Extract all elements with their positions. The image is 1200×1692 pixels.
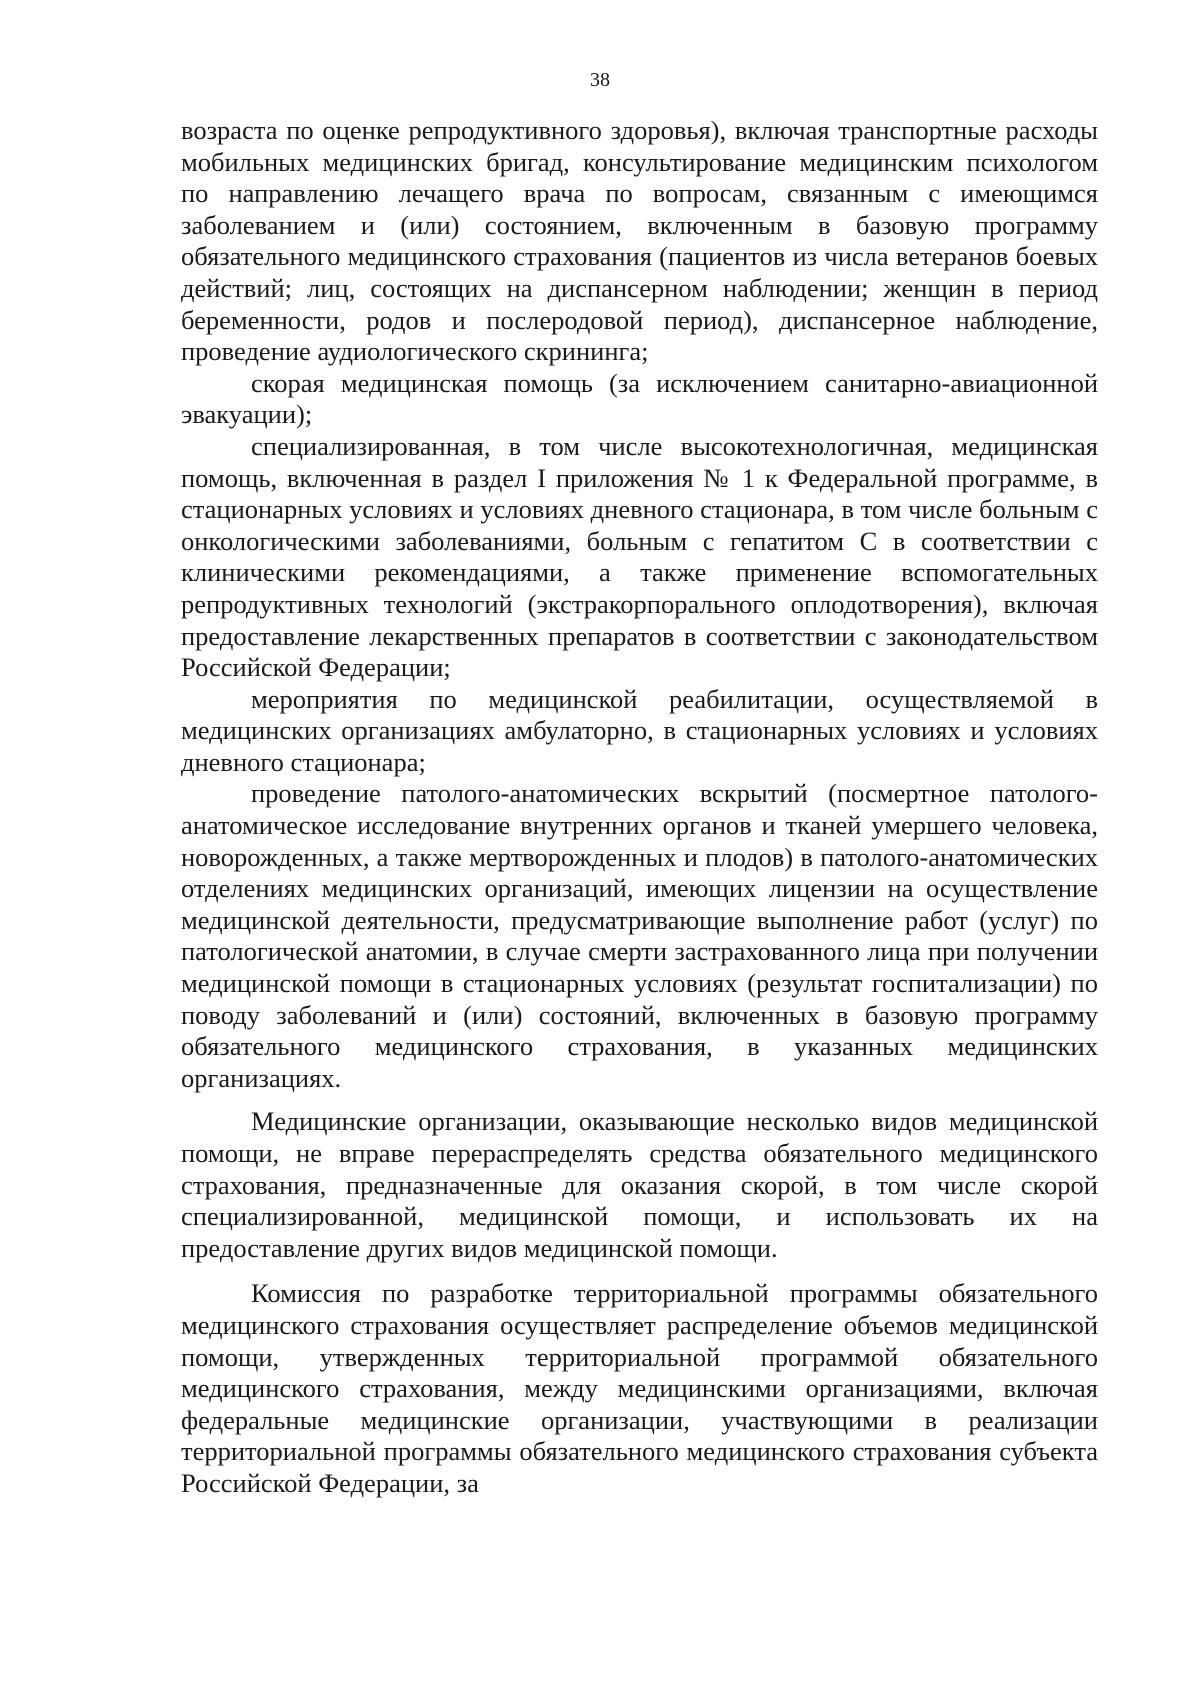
paragraph-commission: Комиссия по разработке территориальной программы обязательного медицинского страхования осуществляет распределение объемов медицинской помощи, утвержденных территориальной программой обязательного медицинского страхования, между медицинскими организациями, включая федеральные медицинские организации, участвующими в реализации территориальной программы обязательного медицинского страхования субъекта Российской Федерации, за — [181, 1278, 1098, 1498]
document-body — [181, 115, 1098, 1500]
page-number: 38 — [590, 69, 610, 91]
paragraph-medical-organizations: Медицинские организации, оказывающие несколько видов медицинской помощи, не вправе перераспределять средства обязательного медицинского страхования, предназначенные для оказания скорой, в том числе скорой специализированной, медицинской помощи, и использовать их на предоставление других видов медицинской помощи. — [181, 1106, 1098, 1263]
paragraph-emergency-care: скорая медицинская помощь (за исключением санитарно-авиационной эвакуации); — [181, 367, 1098, 430]
paragraph-rehabilitation: мероприятия по медицинской реабилитации, осуществляемой в медицинских организациях амбулаторно, в стационарных условиях и условиях дневного стационара; — [181, 683, 1098, 777]
paragraph-autopsies: проведение патолого-анатомических вскрытий (посмертное патолого-анатомическое исследование внутренних органов и тканей умершего человека, новорожденных, а также мертворожденных и плодов) в патолого-анатомических отделениях медицинских организаций, имеющих лицензии на осуществление медицинской деятельности, предусматривающие выполнение работ (услуг) по патологической анатомии, в случае смерти застрахованного лица при получении медицинской помощи в стационарных условиях (результат госпитализации) по поводу заболеваний и (или) состояний, включенных в базовую программу обязательного медицинского страхования, в указанных медицинских организациях. — [181, 778, 1098, 1093]
paragraph-specialized-care: специализированная, в том числе высокотехнологичная, медицинская помощь, включенная в раздел I приложения № 1 к Федеральной программе, в стационарных условиях и условиях дневного стационара, в том числе больным с онкологическими заболеваниями, больным с гепатитом С в соответствии с клиническими рекомендациями, а также применение вспомогательных репродуктивных технологий (экстракорпорального оплодотворения), включая предоставление лекарственных препаратов в соответствии с законодательством Российской Федерации; — [181, 430, 1098, 683]
paragraph-continuation: возраста по оценке репродуктивного здоровья), включая транспортные расходы мобильных медицинских бригад, консультирование медицинским психологом по направлению лечащего врача по вопросам, связанным с имеющимся заболеванием и (или) состоянием, включенным в базовую программу обязательного медицинского страхования (пациентов из числа ветеранов боевых действий; лиц, состоящих на диспансерном наблюдении; женщин в период беременности, родов и послеродовой период), диспансерное наблюдение, проведение аудиологического скрининга; — [181, 115, 1098, 367]
